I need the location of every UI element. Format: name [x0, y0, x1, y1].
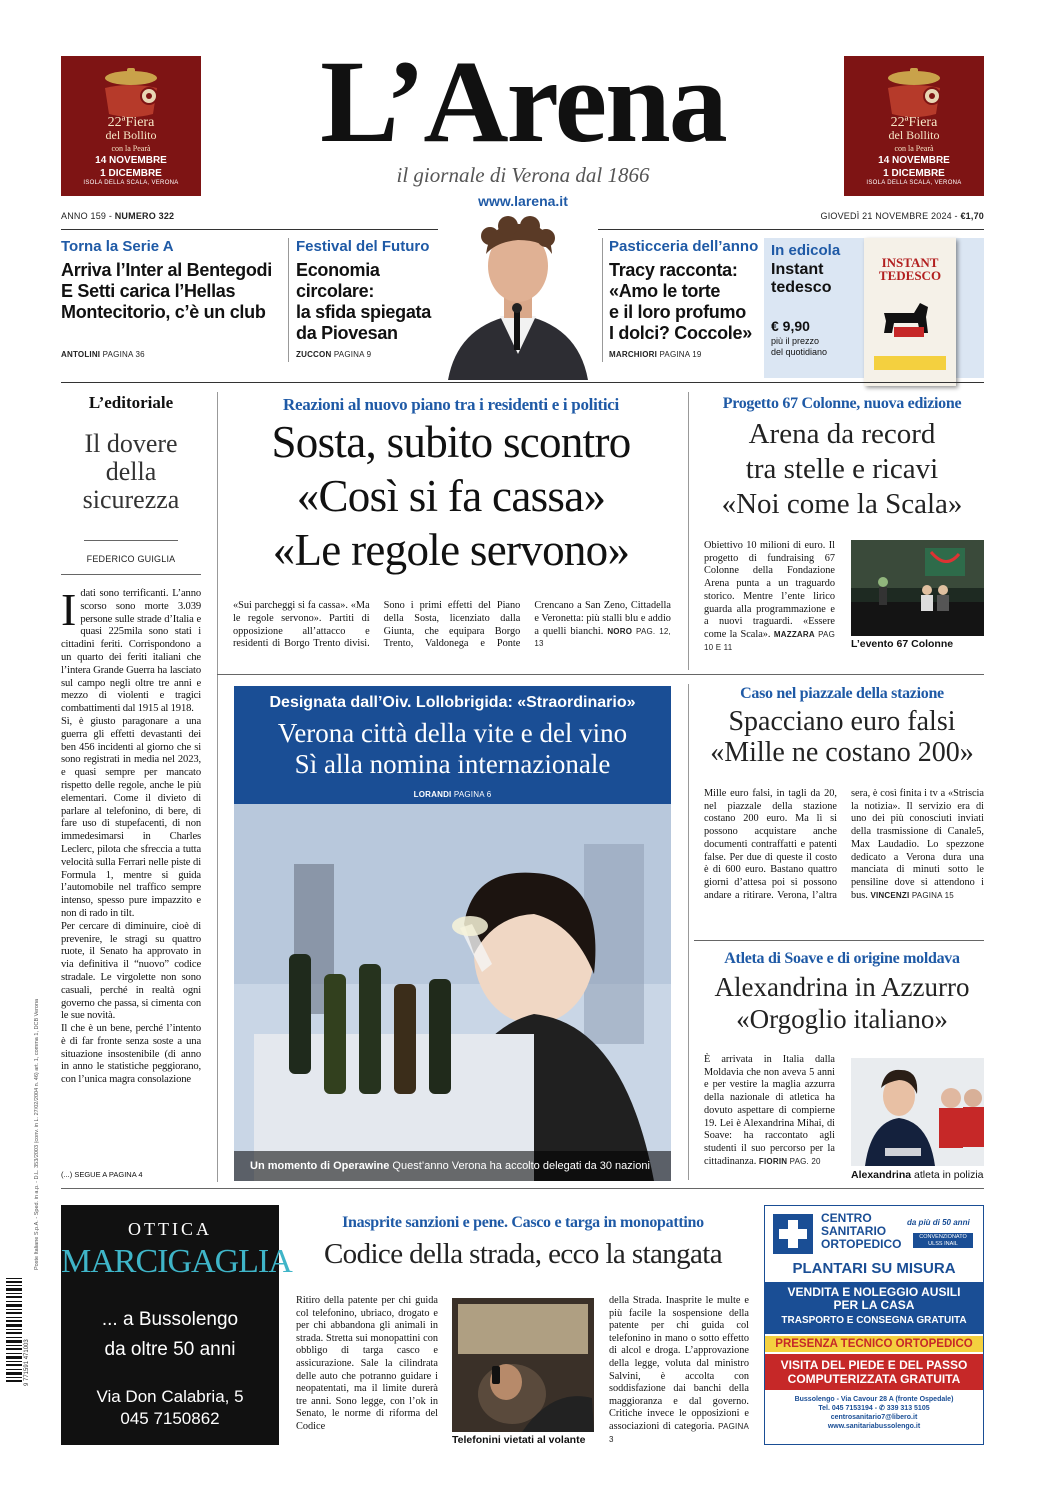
codice-body2 — [609, 1295, 749, 1446]
arena-author: MAZZARA — [773, 629, 815, 639]
athlete-photo — [851, 1058, 984, 1166]
barcode-number: 9 771591 471003 — [24, 1339, 30, 1386]
dog-icon — [864, 293, 956, 353]
teaser-page: PAGINA 9 — [333, 350, 372, 359]
ottica-line1: ... a Bussolengo — [101, 1309, 239, 1330]
wine-page: PAGINA 6 — [453, 790, 492, 799]
sanitario-l1: VENDITA E NOLEGGIO AUSILI PER LA CASA — [787, 1285, 961, 1312]
promo-place: ISOLA DELLA SCALA, VERONA — [83, 180, 179, 186]
main-body-text: «Sui parcheggi si fa cassa». «Ma le regole servono». Partiti di opposizione all’attacco e residenti di Borgo Trento divisi. Sono i primi effetti del Piano della Sosta, licenziato dalla Giunta, che equipara Borgo Trento, Valdonega e Ponte Crencano a San Zeno, Cittadella e Veronetta: più stalli blu e addio a quelli bianchi. — [233, 600, 671, 650]
sanitario-banner: PLANTARI SU MISURA — [792, 1260, 956, 1277]
main-body — [233, 600, 671, 651]
book-title: INSTANT TEDESCO — [878, 255, 942, 283]
book-cover — [864, 238, 956, 386]
edicola-price: € 9,90 — [771, 318, 810, 334]
teaser-festival[interactable] — [296, 238, 446, 344]
ottica-name1: OTTICA — [128, 1219, 212, 1239]
wine-author: LORANDI — [413, 790, 452, 799]
promo-line3: con la Pearà — [111, 144, 151, 153]
sanitario-name: CENTRO SANITARIO ORTOPEDICO — [821, 1211, 902, 1251]
sanitario-conv: CONVENZIONATO ULSS INAIL — [913, 1233, 973, 1248]
main-kicker: Reazioni al nuovo piano tra i residenti e i politici — [283, 395, 619, 414]
sanitario-ad[interactable] — [764, 1205, 984, 1445]
issue-date: GIOVEDÌ 21 NOVEMBRE 2024 — [820, 211, 952, 221]
codice-body1: Ritiro della patente per chi guida col telefonino, ubriaco, drogato e per chi abbandona gli animali in strada. Stretta sui monopattini con obbligo di targa casco e assicurazione. Sale la cilindrata delle auto che potranno guidare i neopatentati, ma il limite durerà tre anni. Sono legge, con l’ok in Senato, le norme di riforma del Codice — [296, 1295, 438, 1432]
athlete-caption-bold: Alexandrina — [851, 1169, 912, 1181]
codice-body2-text: della Strada. Inasprite le multe e più facile la sospensione della patente per chi guida col telefonino in mano o sotto effetto di alcol e droga. L’approvazione della legge, voluta dal ministro Salvini, è accolta con soddisfazione dai banchi della maggioranza e dal governo. Critiche invece le opposizioni e associazioni di categoria. — [609, 1295, 749, 1432]
edicola-box[interactable] — [764, 238, 984, 378]
issue-numero: NUMERO 322 — [114, 211, 175, 221]
codice-photo — [452, 1298, 594, 1432]
promo-place: ISOLA DELLA SCALA, VERONA — [866, 180, 962, 186]
teaser-page: PAGINA 36 — [102, 350, 145, 359]
athlete-caption-text: atleta in polizia — [914, 1169, 984, 1181]
ottica-ad[interactable] — [61, 1205, 292, 1445]
main-page: PAG. 12, 13 — [534, 626, 671, 649]
medical-cross-icon — [773, 1214, 813, 1254]
sanitario-email[interactable]: centrosanitario7@libero.it — [830, 1414, 918, 1421]
promo-line3: con la Pearà — [894, 144, 934, 153]
teaser-pasticceria[interactable] — [609, 238, 759, 344]
teaser-kicker: Pasticceria dell’anno — [609, 238, 759, 255]
promo-dates1: 14 NOVEMBRE — [95, 155, 167, 166]
euro-body — [704, 788, 984, 918]
arena-kicker: Progetto 67 Colonne, nuova edizione — [722, 395, 962, 412]
arena-headline: Arena da record tra stelle e ricavi «Noi come la Scala» — [721, 418, 963, 520]
main-headline-3: «Le regole servono» — [272, 525, 630, 575]
issue-price: €1,70 — [960, 211, 984, 221]
postal-notice: Poste Italiane S.p.A. - Sped. in a.p. - D.L. 353/2003 (conv. in L. 27/02/2004 n. 46) art. 1, comma 1, DCB Verona — [34, 998, 40, 1270]
euro-headline: Spacciano euro falsi «Mille ne costano 200» — [710, 706, 974, 768]
promo-line1: 22ªFiera — [890, 115, 938, 130]
editoriale-continue[interactable]: (...) SEGUE A PAGINA 4 — [61, 1170, 143, 1179]
teaser-headline: Arriva l’Inter al Bentegodi E Setti carica l’Hellas Montecitorio, c’è un club — [61, 260, 272, 322]
promo-dates2: 1 DICEMBRE — [100, 168, 162, 179]
athlete-author: FIORIN — [758, 1156, 788, 1166]
ottica-phone: 045 7150862 — [120, 1409, 220, 1428]
main-author: NORO — [607, 626, 633, 636]
wine-panel[interactable] — [234, 686, 671, 1181]
euro-body-text: Mille euro falsi, in tagli da 20, nel piazzale della stazione costano 200 euro. Ma lì si possono acquistare anche documenti contraffatti e patenti false. Per due di queste il costo è di 600 euro. Bastano quattro giorni d’attesa poi si possono andare a ritirare. Verona, l’altra sera, è così finita i tv a «Striscia la notizia». Il servizio era di uno dei più conosciuti inviati della trasmissione di Canale5, Max Laudadio. Lo spezzone dedicato a Verona dura una manciata di minuti sotto le pensiline dove si attendono i bus. — [704, 788, 984, 901]
promo-line2: del Bollito — [105, 128, 157, 142]
speaker-photo — [438, 214, 598, 380]
sanitario-contacts — [765, 1395, 983, 1431]
promo-line1: 22ªFiera — [107, 115, 155, 130]
wine-headline: Verona città della vite e del vino Sì alla nomina internazionale — [277, 718, 628, 779]
wine-caption-bold: Un momento di Operawine — [250, 1160, 390, 1172]
arena-event-photo — [851, 540, 984, 636]
wine-caption — [250, 1160, 650, 1172]
sanitario-since: da più di 50 anni — [907, 1218, 970, 1227]
ottica-line2: da oltre 50 anni — [104, 1339, 236, 1360]
ottica-name2: MARCIGAGLIA — [61, 1243, 292, 1280]
teaser-author: ANTOLINI — [61, 350, 101, 359]
euro-kicker: Caso nel piazzale della stazione — [740, 685, 944, 702]
teaser-author: ZUCCON — [296, 350, 332, 359]
promo-fiera-right[interactable] — [844, 56, 984, 196]
dropcap: I — [61, 588, 77, 635]
teaser-kicker: Torna la Serie A — [61, 238, 174, 255]
editoriale-text: dati sono terrificanti. L’anno scorso sono morte 3.039 persone sulle strade d’Italia e quasi 225mila sono stati i cittadini feriti. Corrispondono a un quarto dei feriti italiani che l’intera Grande Guerra ha lasciato sul campo negli oltre tre anni e mezzo di violenti e tragici combattimenti dal 1915 al 1918. Sì, è giusto paragonare a una guerra gli effetti devastanti dei ben 456 incidenti al giorno che si sono registrati in media nel 2023, e quasi sempre per mancato rispetto delle regole, anche le più elementari. Come il divieto di parlare al telefonino, di bere, di fare uso di stupefacenti, di non immedesimarsi in Charles Leclerc, pilota che sfreccia a tutta velocità sulla Ferrari nelle piste di Formula 1, mentre si guida l’automobile nel traffico sempre intenso, spesso pure impazzito e non di rado in tilt. Per cercare di diminuire, cioè di prevenire, le stragi su quattro ruote, il Senato ha approvato in via definitiva il “nuovo” codice stradale. Le virgolette non sono casuali, perché in realtà ogni governo che passa, si cimenta con le sue novità. Il che è un bene, perché l’intento è di far fronte senza soste a una situazione insostenibile (di anno in anno le statistiche peggiorano, con l’unica magra consolazione — [61, 588, 201, 1086]
sanitario-l3: PRESENZA TECNICO ORTOPEDICO — [765, 1336, 983, 1352]
promo-dates1: 14 NOVEMBRE — [878, 155, 950, 166]
teaser-author: MARCHIORI — [609, 350, 658, 359]
edicola-note: più il prezzo del quotidiano — [771, 336, 828, 357]
wine-caption-text: Quest’anno Verona ha accolto delegati da 30 nazioni — [392, 1160, 650, 1172]
editoriale-label: L’editoriale — [88, 393, 174, 412]
sanitario-l4: VISITA DEL PIEDE E DEL PASSO COMPUTERIZZATA GRATUITA — [765, 1354, 983, 1390]
teaser-headline: Economia circolare: la sfida spiegata da Piovesan — [296, 260, 431, 343]
arena-body — [704, 540, 835, 654]
pot-illustration — [91, 66, 171, 118]
teaser-headline: Tracy racconta: «Amo le torte e il loro profumo I dolci? Coccole» — [609, 260, 752, 343]
teaser-seriea[interactable] — [61, 238, 283, 323]
pot-illustration — [874, 66, 954, 118]
teaser-page: PAGINA 19 — [659, 350, 702, 359]
edicola-kicker: In edicola — [771, 242, 841, 259]
sanitario-addr: Bussolengo - Via Cavour 28 A (fronte Ospedale) — [794, 1396, 954, 1403]
editoriale-body — [61, 588, 201, 1170]
wine-kicker: Designata dall’Oiv. Lollobrigida: «Straordinario» — [269, 694, 636, 711]
codice-page: PAGINA 3 — [609, 1421, 749, 1444]
sanitario-l2: TRASPORTO E CONSEGNA GRATUITA — [781, 1315, 967, 1326]
athlete-body — [704, 1054, 835, 1168]
promo-line2: del Bollito — [888, 128, 940, 142]
main-headline-2: «Così si fa cassa» — [296, 471, 606, 521]
athlete-kicker: Atleta di Soave e di origine moldava — [724, 950, 960, 967]
masthead-title: L’Arena — [320, 36, 726, 167]
codice-headline: Codice della strada, ecco la stangata — [323, 1238, 723, 1270]
athlete-headline: Alexandrina in Azzurro «Orgoglio italiano» — [714, 972, 970, 1034]
issue-anno: ANNO 159 — [61, 211, 107, 221]
arena-body-text: Obiettivo 10 milioni di euro. Il progetto di fundraising 67 Colonne della Fondazione Arena punta a un traguardo storico. Mentre l’ente lirico guarda alla programmazione e a nuovi traguardi. «Essere come la Scala». — [704, 540, 835, 640]
editoriale-author: FEDERICO GUIGLIA — [86, 554, 176, 564]
ottica-address: Via Don Calabria, 5 — [96, 1387, 244, 1406]
teaser-kicker: Festival del Futuro — [296, 238, 430, 255]
wine-tasting-photo — [234, 804, 671, 1181]
sanitario-block-blue — [765, 1282, 983, 1334]
athlete-body-text: È arrivata in Italia dalla Moldavia che non aveva 5 anni e per vestire la maglia azzurra della nazionale di atletica ha dovuto aspettare di compierne 19. Lei è Alexandrina Mihai, di Soave: ha raccontato agli studenti il suo percorso per la cittadinanza. — [704, 1054, 835, 1167]
promo-dates2: 1 DICEMBRE — [883, 168, 945, 179]
editoriale-title: Il dovere della sicurezza — [82, 429, 180, 514]
arena-page: PAG 10 E 11 — [704, 629, 835, 652]
promo-fiera-left[interactable] — [61, 56, 201, 196]
sanitario-web[interactable]: www.sanitariabussolengo.it — [827, 1423, 921, 1430]
masthead-tagline: il giornale di Verona dal 1866 — [396, 163, 650, 187]
main-headline-1: Sosta, subito scontro — [271, 417, 631, 467]
codice-caption: Telefonini vietati al volante — [452, 1434, 586, 1446]
edicola-title: Instant tedesco — [771, 261, 832, 296]
sanitario-tel: Tel. 045 7153194 - ✆ 339 313 5105 — [818, 1405, 930, 1412]
athlete-page: PAG. 20 — [789, 1156, 821, 1166]
euro-author: VINCENZI — [870, 890, 910, 900]
codice-kicker: Inasprite sanzioni e pene. Casco e targa in monopattino — [342, 1214, 704, 1231]
arena-caption: L’evento 67 Colonne — [851, 638, 954, 650]
athlete-caption — [851, 1169, 984, 1181]
masthead-url[interactable]: www.larena.it — [478, 193, 568, 209]
euro-page: PAGINA 15 — [911, 890, 954, 900]
